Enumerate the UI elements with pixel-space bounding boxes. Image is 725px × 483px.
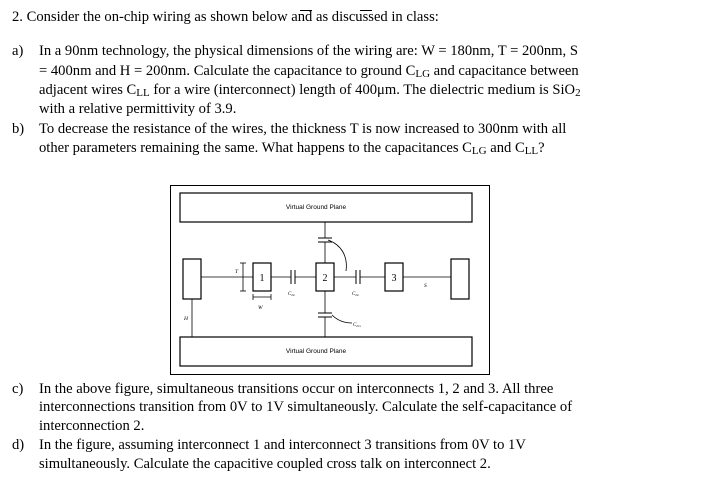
part-c-label: c) bbox=[12, 381, 24, 397]
top-plane-label: Virtual Ground Plane bbox=[285, 204, 347, 211]
wire-2-label: 2 bbox=[322, 273, 328, 284]
part-a-line2: = 400nm and H = 200nm. Calculate the capacitance to ground $C_{LG}$ and capacitance between bbox=[39, 63, 579, 80]
part-b-line1: To decrease the resistance of the wires, the thickness T is now increased to 300nm with all bbox=[39, 121, 567, 137]
dim-S-label: S bbox=[424, 283, 427, 289]
part-c-line2: interconnections transition from 0V to 1V simultaneously. Calculate the self-capacitance of bbox=[39, 399, 573, 415]
dim-T-label: T bbox=[235, 269, 239, 275]
figure-frame bbox=[171, 186, 490, 375]
part-a-label: a) bbox=[12, 43, 24, 59]
part-d-line1: In the figure, assuming interconnect 1 and interconnect 3 transitions from 0V to 1V bbox=[39, 437, 526, 453]
wire-left-outer bbox=[183, 259, 201, 299]
bottom-plane-label: Virtual Ground Plane bbox=[285, 348, 347, 355]
clg-arrow-bottom bbox=[332, 315, 352, 323]
dim-H-label: H bbox=[184, 316, 188, 322]
part-b-label: b) bbox=[12, 121, 25, 137]
clg-arrow-top bbox=[328, 240, 346, 271]
wire-1-label: 1 bbox=[259, 273, 265, 284]
clg-label: $C_{LG}$ bbox=[353, 323, 361, 328]
dim-W-label: W bbox=[258, 305, 263, 311]
part-c-line3: interconnection 2. bbox=[39, 418, 145, 434]
part-c-line1: In the above figure, simultaneous transitions occur on interconnects 1, 2 and 3. All three bbox=[39, 381, 554, 397]
cropped-top-edge bbox=[0, 0, 725, 2]
part-a-line4: with a relative permittivity of 3.9. bbox=[39, 101, 237, 117]
wire-3-label: 3 bbox=[391, 273, 397, 284]
wiring-figure bbox=[170, 185, 490, 375]
question-title: 2. Consider the on-chip wiring as shown below and as discussed in class: bbox=[12, 9, 439, 25]
part-a-line1: In a 90nm technology, the physical dimensions of the wiring are: W = 180nm, T = 200nm, S bbox=[39, 43, 578, 59]
cll-left-label: $C_{LL}$ bbox=[288, 292, 296, 297]
part-d-line2: simultaneously. Calculate the capacitive coupled cross talk on interconnect 2. bbox=[39, 456, 491, 472]
part-a-line3: adjacent wires $C_{LL}$ for a wire (interconnect) length of 400μm. The dielectric medium is SiO$_2$ bbox=[39, 82, 581, 99]
cll-right-label: $C_{LL}$ bbox=[352, 292, 360, 297]
part-b-line2: other parameters remaining the same. What happens to the capacitances $C_{LG}$ and $C_{LL}$? bbox=[39, 140, 545, 157]
part-d-label: d) bbox=[12, 437, 25, 453]
wire-right-outer bbox=[451, 259, 469, 299]
